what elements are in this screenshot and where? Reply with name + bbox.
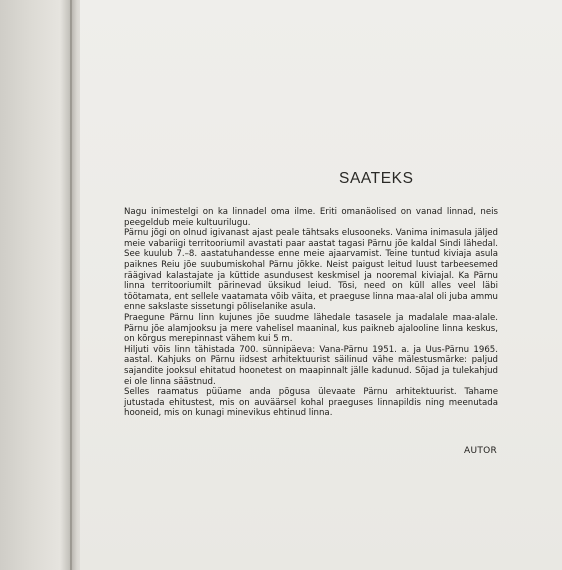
foreword-text (124, 207, 498, 419)
paragraph: Hiljuti võis linn tähistada 700. sünnipäeva: Vana-Pärnu 1951. a. ja Uus-Pärnu 1965. aastal. Kahjuks on Pärnu iidsest arhitektuurist säilinud vähe mälestusmärke: paljud sajandite jooksul ehitatud hoonetest on maapinnalt jälle kadunud. Sõjad ja tulekahjud ei ole linna säästnud. (124, 344, 498, 387)
left-page-edge (0, 0, 72, 570)
paragraph: Selles raamatus püüame anda põgusa ülevaate Pärnu arhitektuurist. Tahame jutustada ehitustest, mis on auväärsel kohal praeguses linnapildis ning meenutada hooneid, mis on kunagi minevikus ehtinud linna. (124, 387, 498, 419)
paragraph: Nagu inimestelgi on ka linnadel oma ilme. Eriti omanäolised on vanad linnad, neis peegeldub meie kultuurilugu. (124, 207, 498, 228)
page-heading: SAATEKS (339, 170, 414, 187)
author-signature: AUTOR (464, 446, 498, 456)
paragraph: Pärnu jõgi on olnud igivanast ajast peale tähtsaks elusooneks. Vanima inimasula jäljed meie vabariigi territooriumil avastati paar aastat tagasi Pärnu jõe kaldal Sindi lähedal. See kuulub 7.–8. aastatuhandesse enne meie ajaarvamist. Teine tuntud kiviaja asula paiknes Reiu jõe suubumiskohal Pärnu jõkke. Neist paigust leitud luust tarbeesemed räägivad kalastajate ja küttide asundusest keskmisel ja nooremal kiviajal. Ka Pärnu linna territooriumilt pärinevad üksikud leiud. Tõsi, need on küll alles veel läbi töötamata, ent sellele vaatamata võib väita, et praeguse linna maa-alal oli juba ammu enne sakslaste sissetungi põliselanike asula. (124, 228, 498, 313)
paragraph: Praegune Pärnu linn kujunes jõe suudme lähedale tasasele ja madalale maa-alale. Pärnu jõe alamjooksu ja mere vahelisel maaninal, kus paikneb ajalooline linna keskus, on kõrgus merepinnast vähem kui 5 m. (124, 312, 498, 345)
